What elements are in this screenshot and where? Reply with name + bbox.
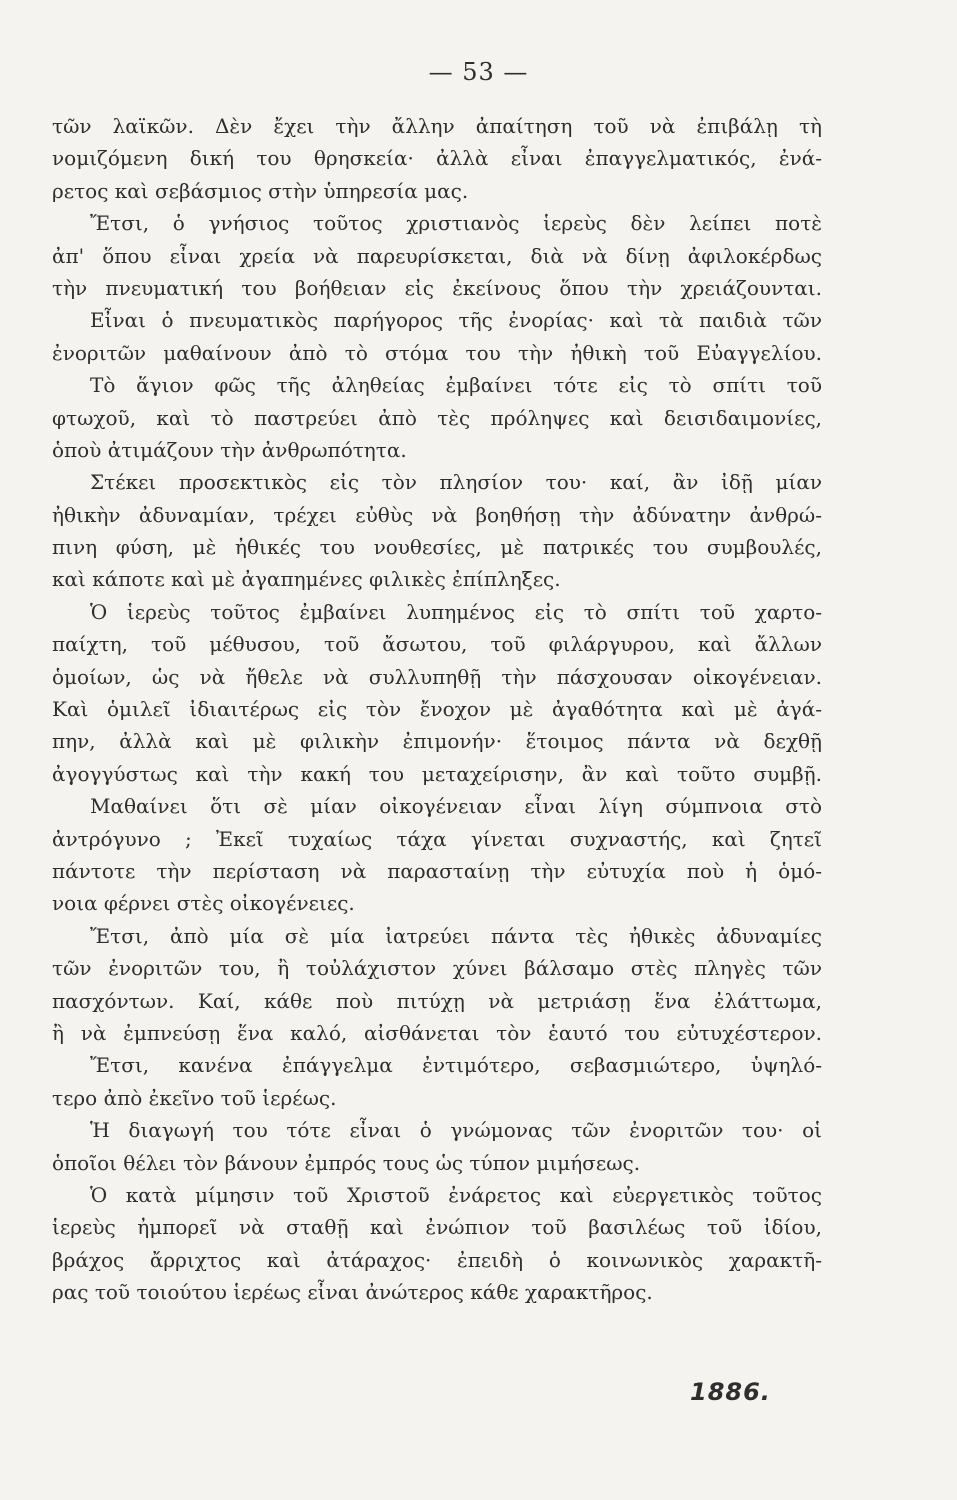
text-line: πάντοτε τὴν περίσταση νὰ παρασταίνῃ τὴν εὐτυχία ποὺ ἡ ὁμό- bbox=[52, 858, 822, 883]
text-line: παίχτη, τοῦ μέθυσου, τοῦ ἄσωτου, τοῦ φιλάργυρου, καὶ ἄλλων bbox=[52, 632, 822, 657]
text-line: τερο ἀπὸ ἐκεῖνο τοῦ ἱερέως. bbox=[52, 1085, 337, 1110]
text-line: Ἔτσι, ἀπὸ μία σὲ μία ἰατρεύει πάντα τὲς ἠθικὲς ἀδυναμίες bbox=[90, 923, 822, 948]
text-line: Ὁ κατὰ μίμησιν τοῦ Χριστοῦ ἐνάρετος καὶ εὐεργετικὸς τοῦτος bbox=[90, 1182, 822, 1207]
text-line: ρας τοῦ τοιούτου ἱερέως εἶναι ἀνώτερος κάθε χαρακτῆρος. bbox=[52, 1280, 653, 1305]
text-line: Τὸ ἅγιον φῶς τῆς ἀληθείας ἐμβαίνει τότε εἰς τὸ σπίτι τοῦ bbox=[90, 373, 822, 398]
text-line: Ἔτσι, κανένα ἐπάγγελμα ἐντιμότερο, σεβασμιώτερο, ὑψηλό- bbox=[90, 1053, 822, 1078]
text-line: ἢ νὰ ἐμπνεύσῃ ἕνα καλό, αἰσθάνεται τὸν ἑαυτό του εὐτυχέστερον. bbox=[52, 1020, 822, 1045]
text-line: τὴν πνευματική του βοήθειαν εἰς ἐκείνους ὅπου τὴν χρειάζουνται. bbox=[52, 275, 822, 300]
text-line: ἀπ' ὅπου εἶναι χρεία νὰ παρευρίσκεται, διὰ νὰ δίνῃ ἀφιλοκέρδως bbox=[52, 243, 822, 268]
text-line: ὁποὺ ἀτιμάζουν τὴν ἀνθρωπότητα. bbox=[52, 437, 407, 462]
text-line: ἱερεὺς ἠμπορεῖ νὰ σταθῇ καὶ ἐνώπιον τοῦ βασιλέως τοῦ ἰδίου, bbox=[52, 1215, 822, 1240]
text-line: Μαθαίνει ὅτι σὲ μίαν οἰκογένειαν εἶναι λίγη σύμπνοια στὸ bbox=[90, 794, 822, 819]
text-line: ἀντρόγυνο ; Ἐκεῖ τυχαίως τάχα γίνεται συχναστής, καὶ ζητεῖ bbox=[52, 826, 822, 851]
text-line: ὁποῖοι θέλει τὸν βάνουν ἐμπρός τους ὡς τύπον μιμήσεως. bbox=[52, 1150, 641, 1175]
text-line: πινη φύση, μὲ ἠθικές του νουθεσίες, μὲ πατρικές του συμβουλές, bbox=[52, 535, 822, 560]
text-line: πην, ἀλλὰ καὶ μὲ φιλικὴν ἐπιμονήν· ἕτοιμος πάντα νὰ δεχθῇ bbox=[52, 729, 822, 754]
text-line: Ἔτσι, ὁ γνήσιος τοῦτος χριστιανὸς ἱερεὺς δὲν λείπει ποτὲ bbox=[90, 211, 822, 236]
text-line: Καὶ ὁμιλεῖ ἰδιαιτέρως εἰς τὸν ἔνοχον μὲ ἀγαθότητα καὶ μὲ ἀγά- bbox=[52, 697, 822, 722]
text-line: Ἡ διαγωγή του τότε εἶναι ὁ γνώμονας τῶν ἐνοριτῶν του· οἱ bbox=[90, 1118, 822, 1143]
text-line: ρετος καὶ σεβάσμιος στὴν ὑπηρεσία μας. bbox=[52, 178, 469, 203]
date-signature: 1886. bbox=[690, 1378, 771, 1406]
text-line: Εἶναι ὁ πνευματικὸς παρήγορος τῆς ἐνορίας· καὶ τὰ παιδιὰ τῶν bbox=[90, 308, 822, 333]
text-line: φτωχοῦ, καὶ τὸ παστρεύει ἀπὸ τὲς πρόληψες καὶ δεισιδαιμονίες, bbox=[52, 405, 822, 430]
text-line: ἐνοριτῶν μαθαίνουν ἀπὸ τὸ στόμα του τὴν ἠθικὴ τοῦ Εὐαγγελίου. bbox=[52, 340, 822, 365]
text-line: τῶν λαϊκῶν. Δὲν ἔχει τὴν ἄλλην ἀπαίτηση τοῦ νὰ ἐπιβάλῃ τὴ bbox=[52, 114, 822, 138]
text-line: καὶ κάποτε καὶ μὲ ἀγαπημένες φιλικὲς ἐπίπληξες. bbox=[52, 567, 561, 592]
page-number: — 53 — bbox=[428, 58, 529, 86]
text-line: πασχόντων. Καί, κάθε ποὺ πιτύχῃ νὰ μετριάσῃ ἕνα ἐλάττωμα, bbox=[52, 988, 822, 1013]
text-line: νοια φέρνει στὲς οἰκογένειες. bbox=[52, 891, 355, 916]
text-line: Στέκει προσεκτικὸς εἰς τὸν πλησίον του· καί, ἂν ἰδῇ μίαν bbox=[90, 470, 822, 495]
text-line: τῶν ἐνοριτῶν του, ἢ τοὐλάχιστον χύνει βάλσαμο στὲς πληγὲς τῶν bbox=[52, 956, 822, 981]
body-text bbox=[52, 110, 822, 1308]
text-line: ἠθικὴν ἀδυναμίαν, τρέχει εὐθὺς νὰ βοηθήσῃ τὴν ἀδύνατην ἀνθρώ- bbox=[52, 502, 822, 527]
text-line: βράχος ἄρριχτος καὶ ἀτάραχος· ἐπειδὴ ὁ κοινωνικὸς χαρακτῆ- bbox=[52, 1247, 822, 1272]
text-line: ἀγογγύστως καὶ τὴν κακή του μεταχείρισην, ἂν καὶ τοῦτο συμβῇ. bbox=[52, 761, 822, 786]
text-line: ὁμοίων, ὡς νὰ ἤθελε νὰ συλλυπηθῇ τὴν πάσχουσαν οἰκογένειαν. bbox=[52, 664, 822, 689]
text-line: νομιζόμενη δική του θρησκεία· ἀλλὰ εἶναι ἐπαγγελματικός, ἐνά- bbox=[52, 146, 822, 171]
text-line: Ὁ ἱερεὺς τοῦτος ἐμβαίνει λυπημένος εἰς τὸ σπίτι τοῦ χαρτο- bbox=[90, 599, 822, 624]
